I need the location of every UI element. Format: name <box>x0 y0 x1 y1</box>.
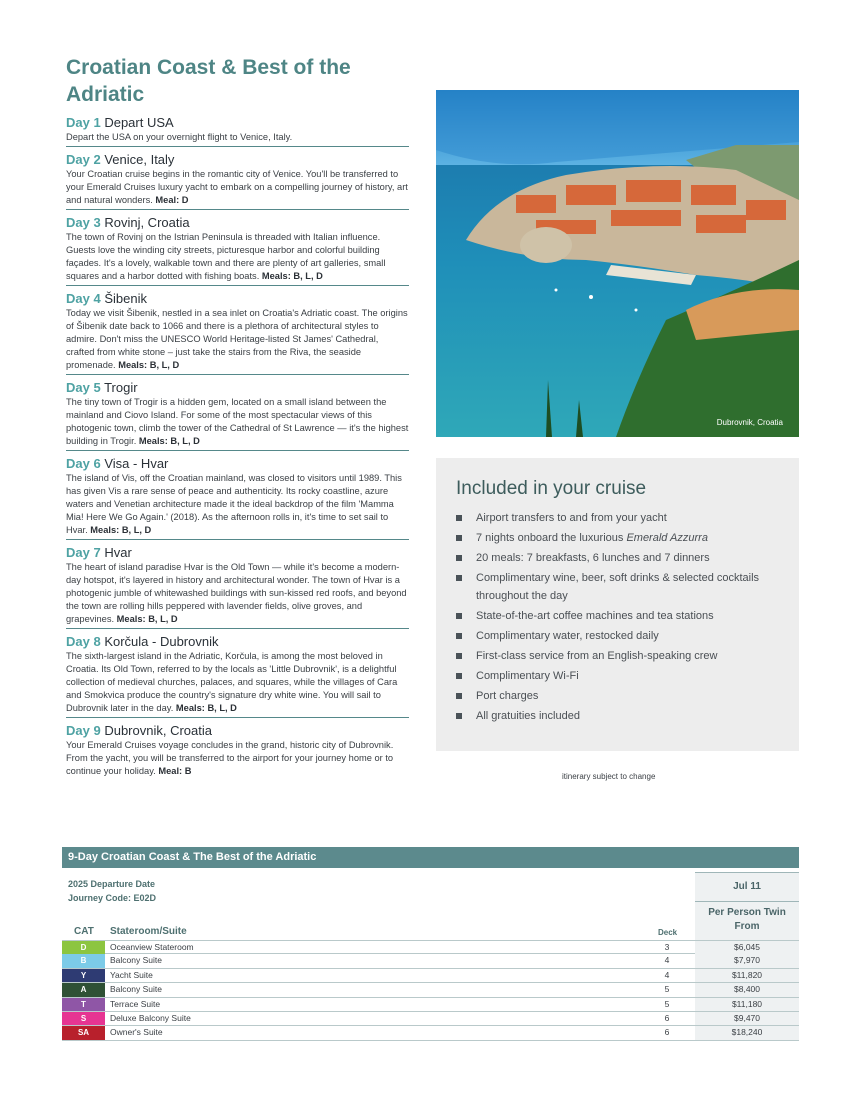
day-place: Depart USA <box>104 115 174 130</box>
included-item <box>456 627 779 645</box>
day-place: Dubrovnik, Croatia <box>104 723 212 738</box>
included-list <box>456 509 779 725</box>
day-text: Your Emerald Cruises voyage concludes in the grand, historic city of Dubrovnik. From the yacht, you will be transferred to the airport for your journey home or to continue your holiday. <box>66 740 394 776</box>
included-text: Complimentary Wi-Fi <box>476 670 579 682</box>
included-item <box>456 509 779 527</box>
day-number: Day 4 <box>66 291 101 306</box>
day-heading <box>66 215 409 231</box>
price-cell: $9,470 <box>695 1012 799 1025</box>
stateroom-name: Yacht Suite <box>110 969 153 980</box>
day-place: Trogir <box>104 380 138 395</box>
deck-number: 4 <box>664 969 670 980</box>
square-bullet-icon <box>456 515 462 521</box>
day-number: Day 3 <box>66 215 101 230</box>
deck-number: 6 <box>664 1027 670 1038</box>
itinerary-day <box>66 113 409 147</box>
table-row <box>62 998 799 1012</box>
price-cell: $11,180 <box>695 998 799 1011</box>
square-bullet-icon <box>456 713 462 719</box>
day-heading <box>66 634 409 650</box>
square-bullet-icon <box>456 693 462 699</box>
square-bullet-icon <box>456 633 462 639</box>
day-place: Visa - Hvar <box>104 456 169 471</box>
included-item <box>456 667 779 685</box>
table-row <box>62 940 799 954</box>
day-heading <box>66 152 409 168</box>
included-item <box>456 569 779 605</box>
included-text: 20 meals: 7 breakfasts, 6 lunches and 7 dinners <box>476 552 710 564</box>
category-badge: A <box>62 983 105 996</box>
departure-info <box>68 877 156 905</box>
day-text: The island of Vis, off the Croatian mainland, was closed to visitors until 1989. This has given Vis a rare sense of peace and authenticity. Its rocky coastline, azure waters and Venetian architecture made it the ideal backdrop of the film 'Mamma Mia! Here We Go Again.' (2018). As the afternoon rolls in, it's time to set sail to Hvar. <box>66 473 402 535</box>
day-number: Day 9 <box>66 723 101 738</box>
table-row <box>62 1012 799 1026</box>
day-number: Day 6 <box>66 456 101 471</box>
included-item <box>456 647 779 665</box>
stateroom-name: Oceanview Stateroom <box>110 942 194 952</box>
itinerary-day <box>66 213 409 286</box>
day-meals: Meals: B, L, D <box>116 614 178 624</box>
included-text: All gratuities included <box>476 710 580 722</box>
table-row <box>62 983 799 997</box>
price-cell: $18,240 <box>695 1026 799 1039</box>
square-bullet-icon <box>456 653 462 659</box>
included-text: Airport transfers to and from your yacht <box>476 512 667 524</box>
table-row <box>62 1026 799 1040</box>
day-number: Day 5 <box>66 380 101 395</box>
day-meals: Meals: B, L, D <box>90 525 152 535</box>
day-text: The town of Rovinj on the Istrian Peninsula is threaded with Italian influence. Guests love the winding city streets, picturesque harbor and colorful building façades. It's a lovely, walkable town and there are plenty of art galleries, small squares and a harbor dotted with fishing boats. <box>66 232 386 281</box>
day-heading <box>66 115 409 131</box>
included-item <box>456 607 779 625</box>
date-column-header <box>695 872 799 940</box>
stateroom-name: Balcony Suite <box>110 984 162 995</box>
stateroom-name: Terrace Suite <box>110 998 161 1009</box>
pricing-table <box>62 940 799 1041</box>
day-place: Šibenik <box>104 291 147 306</box>
deck-number: 4 <box>664 955 670 966</box>
included-text-emphasis: Emerald Azzurra <box>626 532 708 544</box>
included-title: Included in your cruise <box>456 478 647 499</box>
day-description <box>66 561 409 626</box>
day-description <box>66 396 409 448</box>
day-number: Day 7 <box>66 545 101 560</box>
day-description <box>66 168 409 207</box>
per-person-label: Per Person Twin From <box>708 907 786 932</box>
itinerary-day <box>66 543 409 629</box>
day-number: Day 8 <box>66 634 101 649</box>
included-item <box>456 549 779 567</box>
deck-column-header: Deck <box>658 928 678 937</box>
square-bullet-icon <box>456 535 462 541</box>
photo-illustration <box>436 90 799 437</box>
included-text: Complimentary wine, beer, soft drinks & selected cocktails throughout the day <box>476 572 760 602</box>
day-text: Today we visit Šibenik, nestled in a sea inlet on Croatia's Adriatic coast. The origins of Šibenik date back to 1066 and there is a plethora of architectural styles to admire. Don't miss the UNESCO World Heritage-listed St James' Cathedral, crafted from white stone – just take the stairs from the Riva, the seaside promenade. <box>66 308 408 370</box>
deck-number: 5 <box>664 984 670 995</box>
category-badge: Y <box>62 969 105 982</box>
itinerary-day <box>66 378 409 451</box>
stateroom-name: Balcony Suite <box>110 955 162 966</box>
itinerary <box>66 113 409 783</box>
day-description <box>66 650 409 715</box>
price-cell: $6,045 <box>695 941 799 954</box>
day-place: Hvar <box>104 545 132 560</box>
day-text: The heart of island paradise Hvar is the Old Town — while it's become a modern-day hotspot, it's layered in history and architectural wonder. The town of Hvar is a photogenic jumble of whitewashed buildings with sun-kissed red roofs, and beyond the town are rolling hills peppered with lavender fields, olive groves, and grapevines. <box>66 562 407 624</box>
departure-date-label: 2025 Departure Date <box>68 879 156 889</box>
day-heading <box>66 723 409 739</box>
day-description <box>66 472 409 537</box>
day-description <box>66 307 409 372</box>
itinerary-day <box>66 721 409 780</box>
included-panel <box>436 458 799 751</box>
included-item <box>456 687 779 705</box>
square-bullet-icon <box>456 575 462 581</box>
day-heading <box>66 291 409 307</box>
day-meals: Meals: B, L, D <box>138 436 200 446</box>
price-cell: $7,970 <box>695 954 799 967</box>
deck-number: 5 <box>664 998 670 1009</box>
category-badge: B <box>62 954 105 967</box>
table-row <box>62 954 799 968</box>
day-heading <box>66 545 409 561</box>
day-place: Venice, Italy <box>104 152 175 167</box>
departure-date: Jul 11 <box>733 881 761 892</box>
day-heading <box>66 380 409 396</box>
day-text: Your Croatian cruise begins in the romantic city of Venice. You'll be transferred to your Emerald Cruises luxury yacht to embark on a compelling journey of history, art and natural wonders. <box>66 169 408 205</box>
itinerary-day <box>66 454 409 540</box>
day-meals: Meals: B, L, D <box>118 360 180 370</box>
itinerary-day <box>66 289 409 375</box>
stateroom-name: Owner's Suite <box>110 1027 163 1038</box>
deck-number: 6 <box>664 1012 670 1023</box>
included-text: 7 nights onboard the luxurious <box>476 532 627 544</box>
table-row <box>62 969 799 983</box>
included-text: First-class service from an English-speaking crew <box>476 650 718 662</box>
header-divider <box>695 901 799 902</box>
square-bullet-icon <box>456 673 462 679</box>
dubrovnik-photo <box>436 90 799 437</box>
price-cell: $8,400 <box>695 983 799 996</box>
included-text: Complimentary water, restocked daily <box>476 630 659 642</box>
category-badge: T <box>62 998 105 1011</box>
day-meals: Meals: B, L, D <box>261 271 323 281</box>
included-text: Port charges <box>476 690 539 702</box>
itinerary-note: itinerary subject to change <box>562 772 656 781</box>
day-place: Korčula - Dubrovnik <box>104 634 219 649</box>
included-text: State-of-the-art coffee machines and tea stations <box>476 610 714 622</box>
itinerary-day <box>66 632 409 718</box>
page-title: Croatian Coast & Best of the Adriatic <box>66 56 351 106</box>
included-item <box>456 529 779 547</box>
day-text: The sixth-largest island in the Adriatic, Korčula, is among the most beloved in Croatia. Its Old Town, referred to by the locals as 'Little Dubrovnik', is a delightful collection of medieval churches, palaces, and squares, while the villages of Cara and Smokvica produce the country's signature dry white wine. You will sail to Dubrovnik later in the day. <box>66 651 398 713</box>
category-badge: S <box>62 1012 105 1025</box>
day-meals: Meal: B <box>158 766 192 776</box>
pricing-title-bar: 9-Day Croatian Coast & The Best of the Adriatic <box>62 847 799 868</box>
square-bullet-icon <box>456 555 462 561</box>
stateroom-name: Deluxe Balcony Suite <box>110 1012 191 1023</box>
included-item <box>456 707 779 725</box>
stateroom-column-header: Stateroom/Suite <box>110 926 187 937</box>
day-place: Rovinj, Croatia <box>104 215 190 230</box>
deck-number: 3 <box>664 942 670 952</box>
day-number: Day 1 <box>66 115 101 130</box>
price-cell: $11,820 <box>695 969 799 982</box>
category-badge: D <box>62 941 105 954</box>
day-meals: Meals: B, L, D <box>175 703 237 713</box>
day-number: Day 2 <box>66 152 101 167</box>
photo-caption: Dubrovnik, Croatia <box>716 418 783 427</box>
day-text: The tiny town of Trogir is a hidden gem, located on a small island between the mainland and Ciovo Island. For some of the most spectacular views of this photogenic town, climb the tower of the Cathedral of St Lawrence — it's the highest building in Trogir. <box>66 397 409 446</box>
itinerary-day <box>66 150 409 210</box>
day-text: Depart the USA on your overnight flight to Venice, Italy. <box>66 132 293 142</box>
journey-code: Journey Code: E02D <box>68 893 157 903</box>
day-description <box>66 739 409 778</box>
day-description <box>66 231 409 283</box>
square-bullet-icon <box>456 613 462 619</box>
day-description <box>66 131 409 144</box>
cat-column-header: CAT <box>74 926 94 937</box>
day-meals: Meal: D <box>155 195 189 205</box>
category-badge: SA <box>62 1026 105 1039</box>
day-heading <box>66 456 409 472</box>
